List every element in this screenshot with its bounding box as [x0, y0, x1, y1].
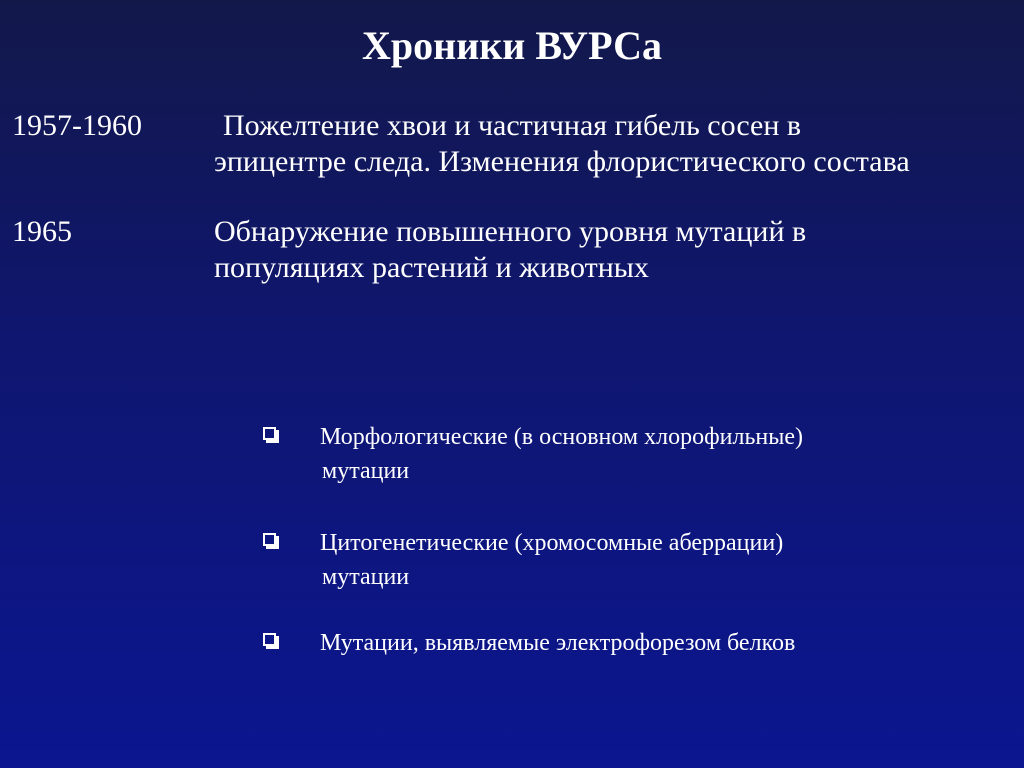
list-item-line: мутации [322, 564, 410, 590]
checkbox-icon [263, 533, 276, 546]
entry-description-line: популяциях растений и животных [214, 251, 649, 284]
list-item-line: Морфологические (в основном хлорофильные) [320, 424, 803, 450]
list-item-text [320, 626, 1000, 660]
entry-description-line: Обнаружение повышенного уровня мутаций в [214, 215, 807, 248]
list-item-text [320, 420, 1000, 488]
list-item-line: мутации [322, 458, 410, 484]
list-item-text [320, 526, 1000, 594]
entry-year: 1965 [12, 215, 72, 248]
entry-description-line: Пожелтение хвои и частичная гибель сосен в [223, 109, 802, 142]
checkbox-icon [263, 633, 276, 646]
list-item-line: Цитогенетические (хромосомные аберрации) [320, 530, 784, 556]
entry-year: 1957-1960 [12, 109, 142, 142]
list-item-line: Мутации, выявляемые электрофорезом белков [320, 630, 796, 656]
entry-description [214, 214, 1016, 286]
checkbox-icon [263, 427, 276, 440]
slide-title: Хроники ВУРСа [362, 23, 662, 68]
entry-description [214, 108, 1016, 180]
entry-description-line: эпицентре следа. Изменения флористического состава [214, 145, 910, 178]
